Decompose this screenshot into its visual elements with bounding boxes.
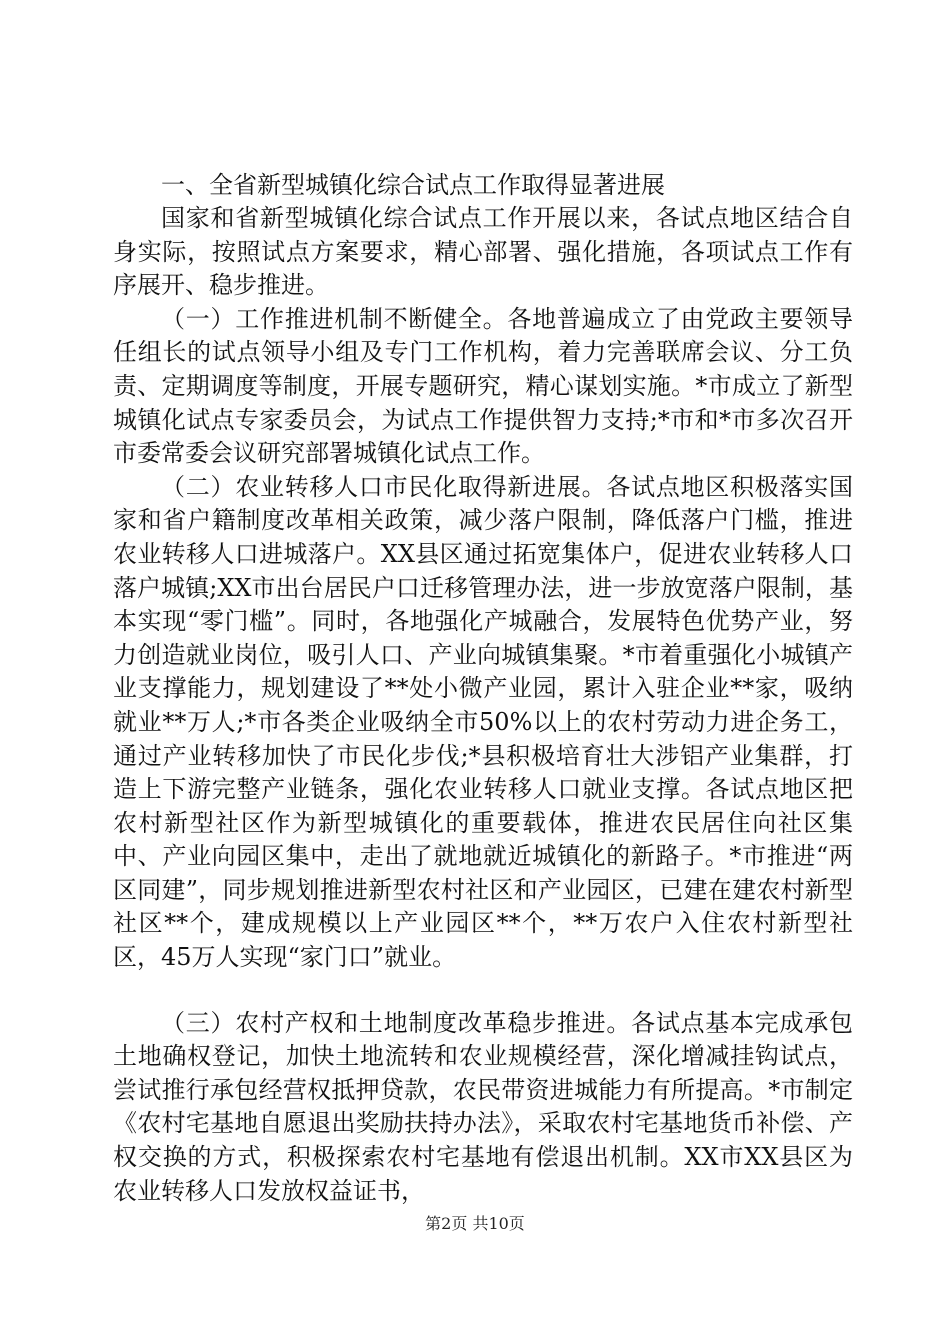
paragraph-intro: 国家和省新型城镇化综合试点工作开展以来，各试点地区结合自身实际，按照试点方案要求，精心部署、强化措施，各项试点工作有序展开、稳步推进。 [113,204,853,300]
paragraph-land-reform: （三）农村产权和土地制度改革稳步推进。各试点基本完成承包土地确权登记，加快土地流转和农业规模经营，深化增减挂钩试点，尝试推行承包经营权抵押贷款，农民带资进城能力有所提高。*市制定《农村宅基地自愿退出奖励扶持办法》，采取农村宅基地货币补偿、产权交换的方式，积极探索农村宅基地有偿退出机制。XX市XX县区为农业转移人口发放权益证书， [113,1008,853,1205]
paragraph-citizenization: （二）农业转移人口市民化取得新进展。各试点地区积极落实国家和省户籍制度改革相关政策，减少落户限制，降低落户门槛，推进农业转移人口进城落户。XX县区通过拓宽集体户，促进农业转移人口落户城镇;XX市出台居民户口迁移管理办法，进一步放宽落户限制，基本实现“零门槛”。同时，各地强化产城融合，发展特色优势产业，努力创造就业岗位，吸引人口、产业向城镇集聚。*市着重强化小城镇产业支撑能力，规划建设了**处小微产业园，累计入驻企业**家，吸纳就业**万人;*市各类企业吸纳全市50%以上的农村劳动力进企务工，通过产业转移加快了市民化步伐;*县积极培育壮大涉铝产业集群，打造上下游完整产业链条，强化农业转移人口就业支撑。各试点地区把农村新型社区作为新型城镇化的重要载体，推进农民居住向社区集中、产业向园区集中，走出了就地就近城镇化的新路子。*市推进“两区同建”，同步规划推进新型农村社区和产业园区，已建在建农村新型社区**个，建成规模以上产业园区**个，**万农户入住农村新型社区，45万人实现“家门口”就业。 [113,472,853,972]
page-indicator: 第2页 共10页 [425,1214,525,1233]
paragraph-mechanism: （一）工作推进机制不断健全。各地普遍成立了由党政主要领导任组长的试点领导小组及专门工作机构，着力完善联席会议、分工负责、定期调度等制度，开展专题研究，精心谋划实施。*市成立了新型城镇化试点专家委员会，为试点工作提供智力支持;*市和*市多次召开市委常委会议研究部署城镇化试点工作。 [113,304,853,468]
section-heading: 一、全省新型城镇化综合试点工作取得显著进展 [161,171,665,199]
document-body [113,168,853,1208]
page-footer [0,1214,950,1234]
